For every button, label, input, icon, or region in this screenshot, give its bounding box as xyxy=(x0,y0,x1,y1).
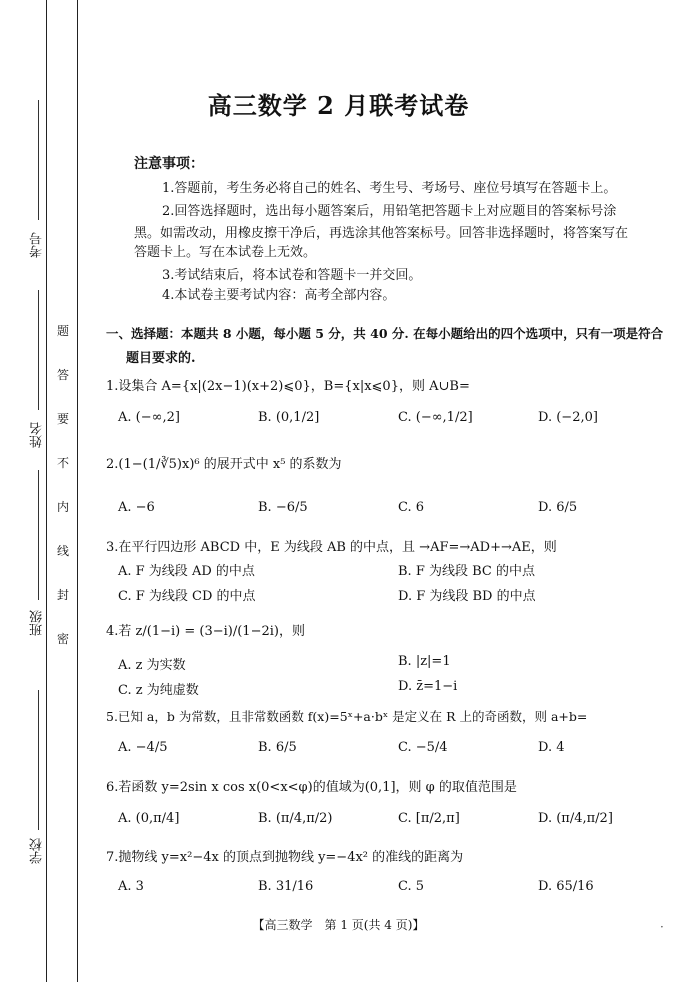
option: A. z 为实数 xyxy=(118,658,186,673)
question-stem: 5.已知 a，b 为常数，且非常数函数 f(x)=5ˣ+a·bˣ 是定义在 R 上的奇函数，则 a+b= xyxy=(106,709,588,724)
page-title: 高三数学 2 月联考试卷 xyxy=(207,91,470,120)
notice-line: 答题卡上。写在本试卷上无效。 xyxy=(134,245,317,260)
notice-heading: 注意事项： xyxy=(134,156,204,172)
option: C. 6 xyxy=(398,500,425,515)
option: C. 5 xyxy=(398,879,425,894)
option: C. [π/2,π] xyxy=(398,811,460,826)
corner-mark: · xyxy=(660,920,664,934)
option: D. z̄=1−i xyxy=(398,679,458,694)
question-stem: 6.若函数 y=2sin x cos x(0<x<φ)的值域为(0,1]，则 φ 的取值范围是 xyxy=(106,780,517,795)
option: B. 31/16 xyxy=(258,879,314,894)
option: C. F 为线段 CD 的中点 xyxy=(118,589,256,604)
question-stem: 3.在平行四边形 ABCD 中，E 为线段 AB 的中点，且 →AF=→AD+→AE，则 xyxy=(106,540,557,555)
notice-line: 4.本试卷主要考试内容：高考全部内容。 xyxy=(162,288,396,303)
option: D. (π/4,π/2] xyxy=(538,811,613,826)
option: A. (0,π/4] xyxy=(118,811,180,826)
notice-line: 1.答题前，考生务必将自己的姓名、考生号、考场号、座位号填写在答题卡上。 xyxy=(162,181,617,196)
question-stem: 2.(1−(1/∛5)x)⁶ 的展开式中 x⁵ 的系数为 xyxy=(106,457,342,472)
option: A. (−∞,2] xyxy=(118,410,180,425)
name-underline xyxy=(38,290,39,410)
option: D. 65/16 xyxy=(538,879,594,894)
seal-char: 密 xyxy=(57,632,70,646)
seal-char: 内 xyxy=(57,500,70,514)
binding-line-right xyxy=(77,0,78,982)
option: C. (−∞,1/2] xyxy=(398,410,473,425)
seal-char: 题 xyxy=(57,324,70,338)
binding-line-left xyxy=(46,0,47,982)
option: B. |z|=1 xyxy=(398,654,451,669)
option: A. F 为线段 AD 的中点 xyxy=(118,564,255,579)
notice-line: 2.回答选择题时，选出每小题答案后，用铅笔把答题卡上对应题目的答案标号涂 xyxy=(162,204,617,219)
name-label: 姓名 xyxy=(30,422,45,448)
section-heading: 一、选择题：本题共 8 小题，每小题 5 分，共 40 分. 在每小题给出的四个选项中，只有一项是符合 xyxy=(106,326,664,341)
option: D. 6/5 xyxy=(538,500,578,515)
seal-char: 线 xyxy=(57,544,70,558)
question-stem: 1.设集合 A={x|(2x−1)(x+2)⩽0}，B={x|x⩽0}，则 A∪B= xyxy=(106,379,470,394)
seal-char: 要 xyxy=(57,412,70,426)
option: D. (−2,0] xyxy=(538,410,598,425)
section-heading-cont: 题目要求的. xyxy=(126,351,196,366)
option: B. 6/5 xyxy=(258,740,297,755)
option: A. −6 xyxy=(118,500,155,515)
seal-char: 封 xyxy=(57,588,70,602)
option: A. −4/5 xyxy=(118,740,168,755)
notice-line: 3.考试结束后，将本试卷和答题卡一并交回。 xyxy=(162,268,422,283)
school-underline xyxy=(38,690,39,830)
class-label: 班级 xyxy=(30,610,45,636)
option: B. −6/5 xyxy=(258,500,308,515)
school-label: 学校 xyxy=(30,838,45,864)
option: C. −5/4 xyxy=(398,740,448,755)
seal-char: 不 xyxy=(57,456,70,470)
option: A. 3 xyxy=(118,879,144,894)
option: B. (0,1/2] xyxy=(258,410,320,425)
option: B. (π/4,π/2) xyxy=(258,811,333,826)
option: D. F 为线段 BD 的中点 xyxy=(398,589,536,604)
option: D. 4 xyxy=(538,740,565,755)
question-stem: 4.若 z/(1−i) = (3−i)/(1−2i)，则 xyxy=(106,624,305,639)
exam-no-label: 考号 xyxy=(30,232,45,258)
option: C. z 为纯虚数 xyxy=(118,683,199,698)
question-stem: 7.抛物线 y=x²−4x 的顶点到抛物线 y=−4x² 的准线的距离为 xyxy=(106,850,464,865)
option: B. F 为线段 BC 的中点 xyxy=(398,564,535,579)
page-footer: 【高三数学 第 1 页(共 4 页)】 xyxy=(252,918,425,932)
notice-line: 黑。如需改动，用橡皮擦干净后，再选涂其他答案标号。回答非选择题时，将答案写在 xyxy=(134,226,629,241)
seal-char: 答 xyxy=(57,368,70,382)
class-underline xyxy=(38,470,39,600)
